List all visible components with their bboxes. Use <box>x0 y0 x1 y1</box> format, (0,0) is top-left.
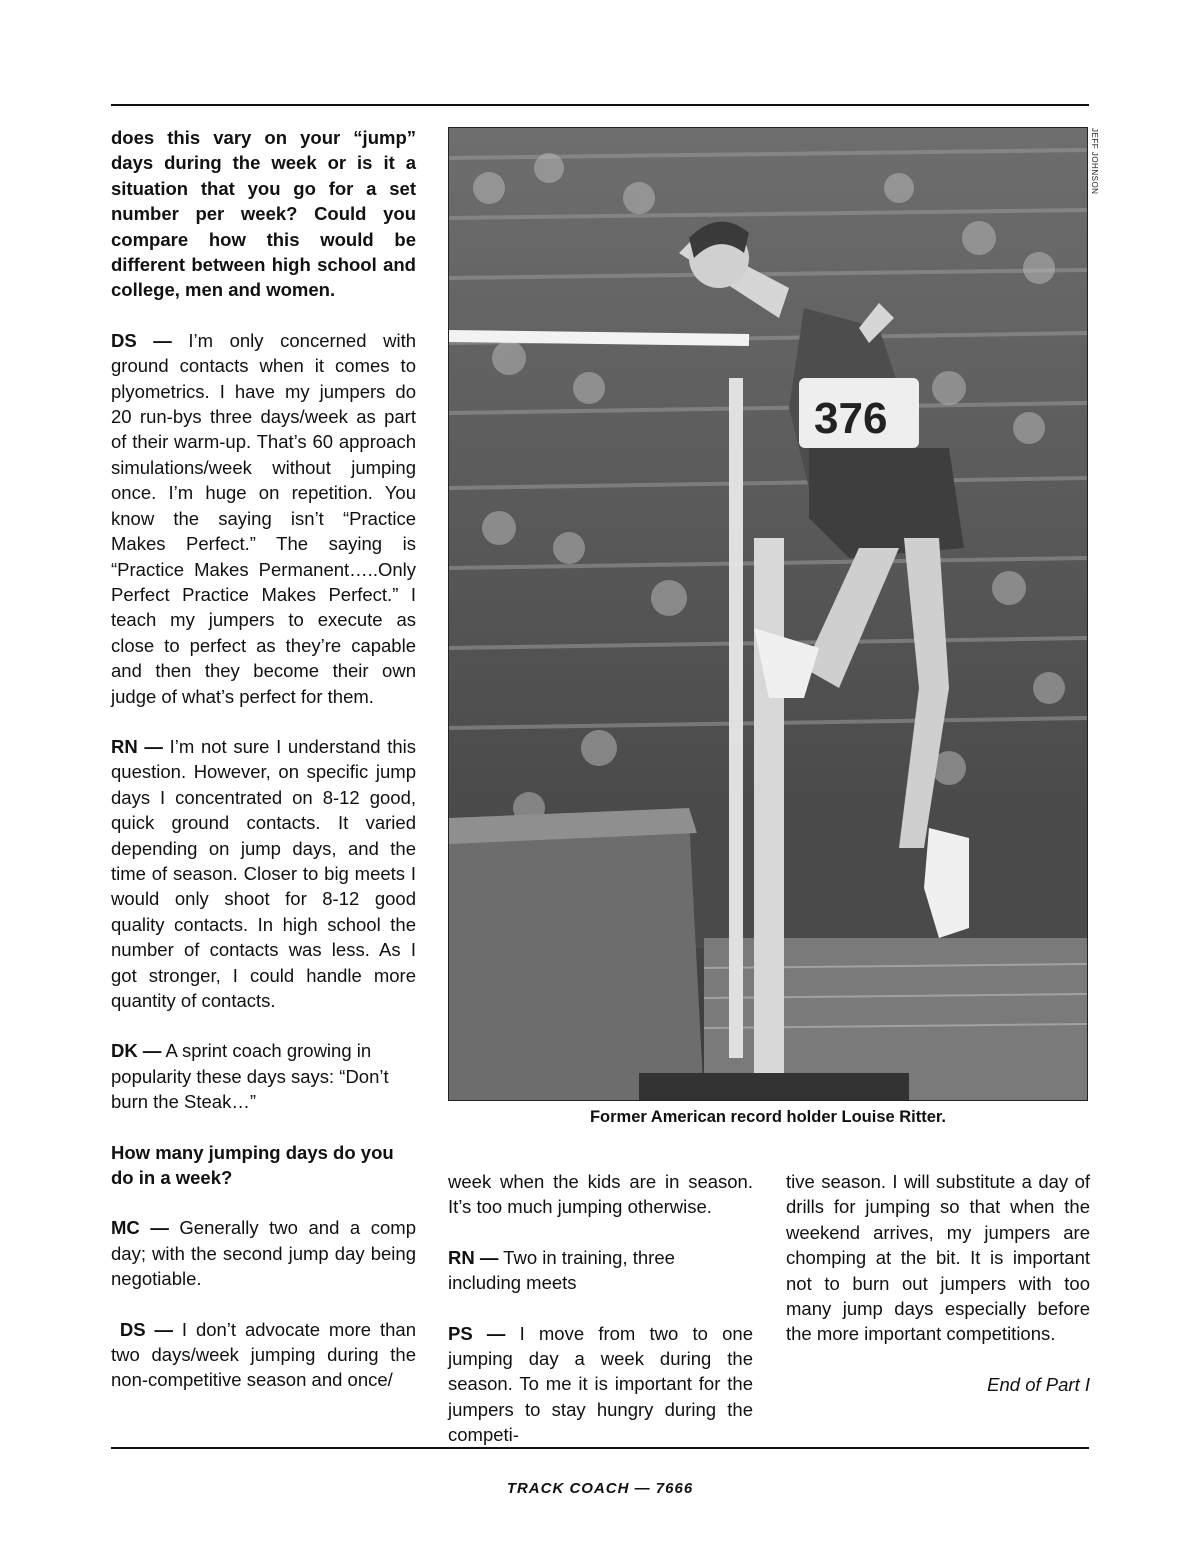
answer-text: I’m only concerned with ground contacts when it comes to plyometrics. I have my jumpers do 20 run-bys three days/week as part of their warm-up. That’s 60 approach simulations/week without jumping once. I’m huge on repetition. You know the saying isn’t “Practice Makes Perfect.” The saying is “Practice Makes Permanent…..Only Perfect Practice Makes Perfect.” I teach my jumpers to execute as close to perfect as they’re capable and then they become their own judge of what’s perfect for them. <box>111 329 416 707</box>
middle-column <box>448 1169 753 1473</box>
answer-text: A sprint coach growing in popularity these days says: “Don’t burn the Steak…” <box>111 1040 389 1113</box>
answer-ds-2 <box>111 1317 416 1393</box>
standard-upright <box>754 538 784 1098</box>
photo-illustration <box>449 128 1088 1101</box>
answer-text: Generally two and a comp day; with the second jump day being negotiable. <box>111 1217 416 1290</box>
answer-text: I don’t advocate more than two days/week jumping during the non-competitive season and once/ <box>111 1318 416 1391</box>
standard-base <box>639 1073 909 1101</box>
answer-text: Two in training, three including meets <box>448 1246 675 1294</box>
question-continued: does this vary on your “jump” days during the week or is it a situation that you go for a set number per week? Could you compare how this would be different between high school and college, men and women. <box>111 127 416 301</box>
high-jump-photo <box>448 127 1088 1101</box>
top-rule <box>111 104 1089 106</box>
speaker-label: RN — <box>111 735 163 757</box>
answer-ds <box>111 328 416 709</box>
speaker-label: RN — <box>448 1246 499 1268</box>
speaker-label: PS — <box>448 1322 506 1344</box>
photo-credit: JEFF JOHNSON <box>1090 128 1099 195</box>
speaker-label: DK — <box>111 1040 162 1062</box>
speaker-label: MC — <box>111 1217 169 1239</box>
continued-text: tive season. I will substitute a day of drills for jumping so that when the weekend arrives, my jumpers are chomping at the bit. It is important not to burn out jumpers with too many jump days especially before the more important competitions. <box>786 1171 1090 1345</box>
question-jumping-days: How many jumping days do you do in a week? <box>111 1141 394 1189</box>
end-note: End of Part I <box>987 1373 1090 1395</box>
answer-rn-2 <box>448 1245 753 1296</box>
landing-mat <box>449 818 704 1101</box>
right-column <box>786 1169 1090 1422</box>
page-footer: TRACK COACH — 7666 <box>506 1480 694 1497</box>
answer-text: I’m not sure I understand this question. However, on specific jump days I concentrated on 8-12 good, quick ground contacts. It varied depending on jump days, and the time of season. Closer to big meets I would only shoot for 8-12 good quality contacts. In high school the number of contacts was less. As I got stronger, I could handle more quantity of contacts. <box>111 735 416 1011</box>
speaker-label: DS — <box>111 329 172 351</box>
standard-pole <box>729 378 743 1058</box>
continued-text: week when the kids are in season. It’s too much jumping otherwise. <box>448 1171 753 1218</box>
answer-text: I move from two to one jumping day a week during the season. To me it is important for the jumpers to stay hungry during the competi- <box>448 1322 753 1446</box>
answer-rn <box>111 734 416 1013</box>
answer-dk <box>111 1038 416 1114</box>
bib-number: 376 <box>814 394 888 443</box>
answer-mc <box>111 1215 416 1291</box>
bottom-rule <box>111 1447 1089 1449</box>
answer-ps <box>448 1321 753 1448</box>
left-column <box>111 125 416 1418</box>
speaker-label: DS — <box>111 1318 173 1340</box>
crossbar <box>449 336 749 340</box>
photo-caption: Former American record holder Louise Ritter. <box>589 1108 947 1126</box>
